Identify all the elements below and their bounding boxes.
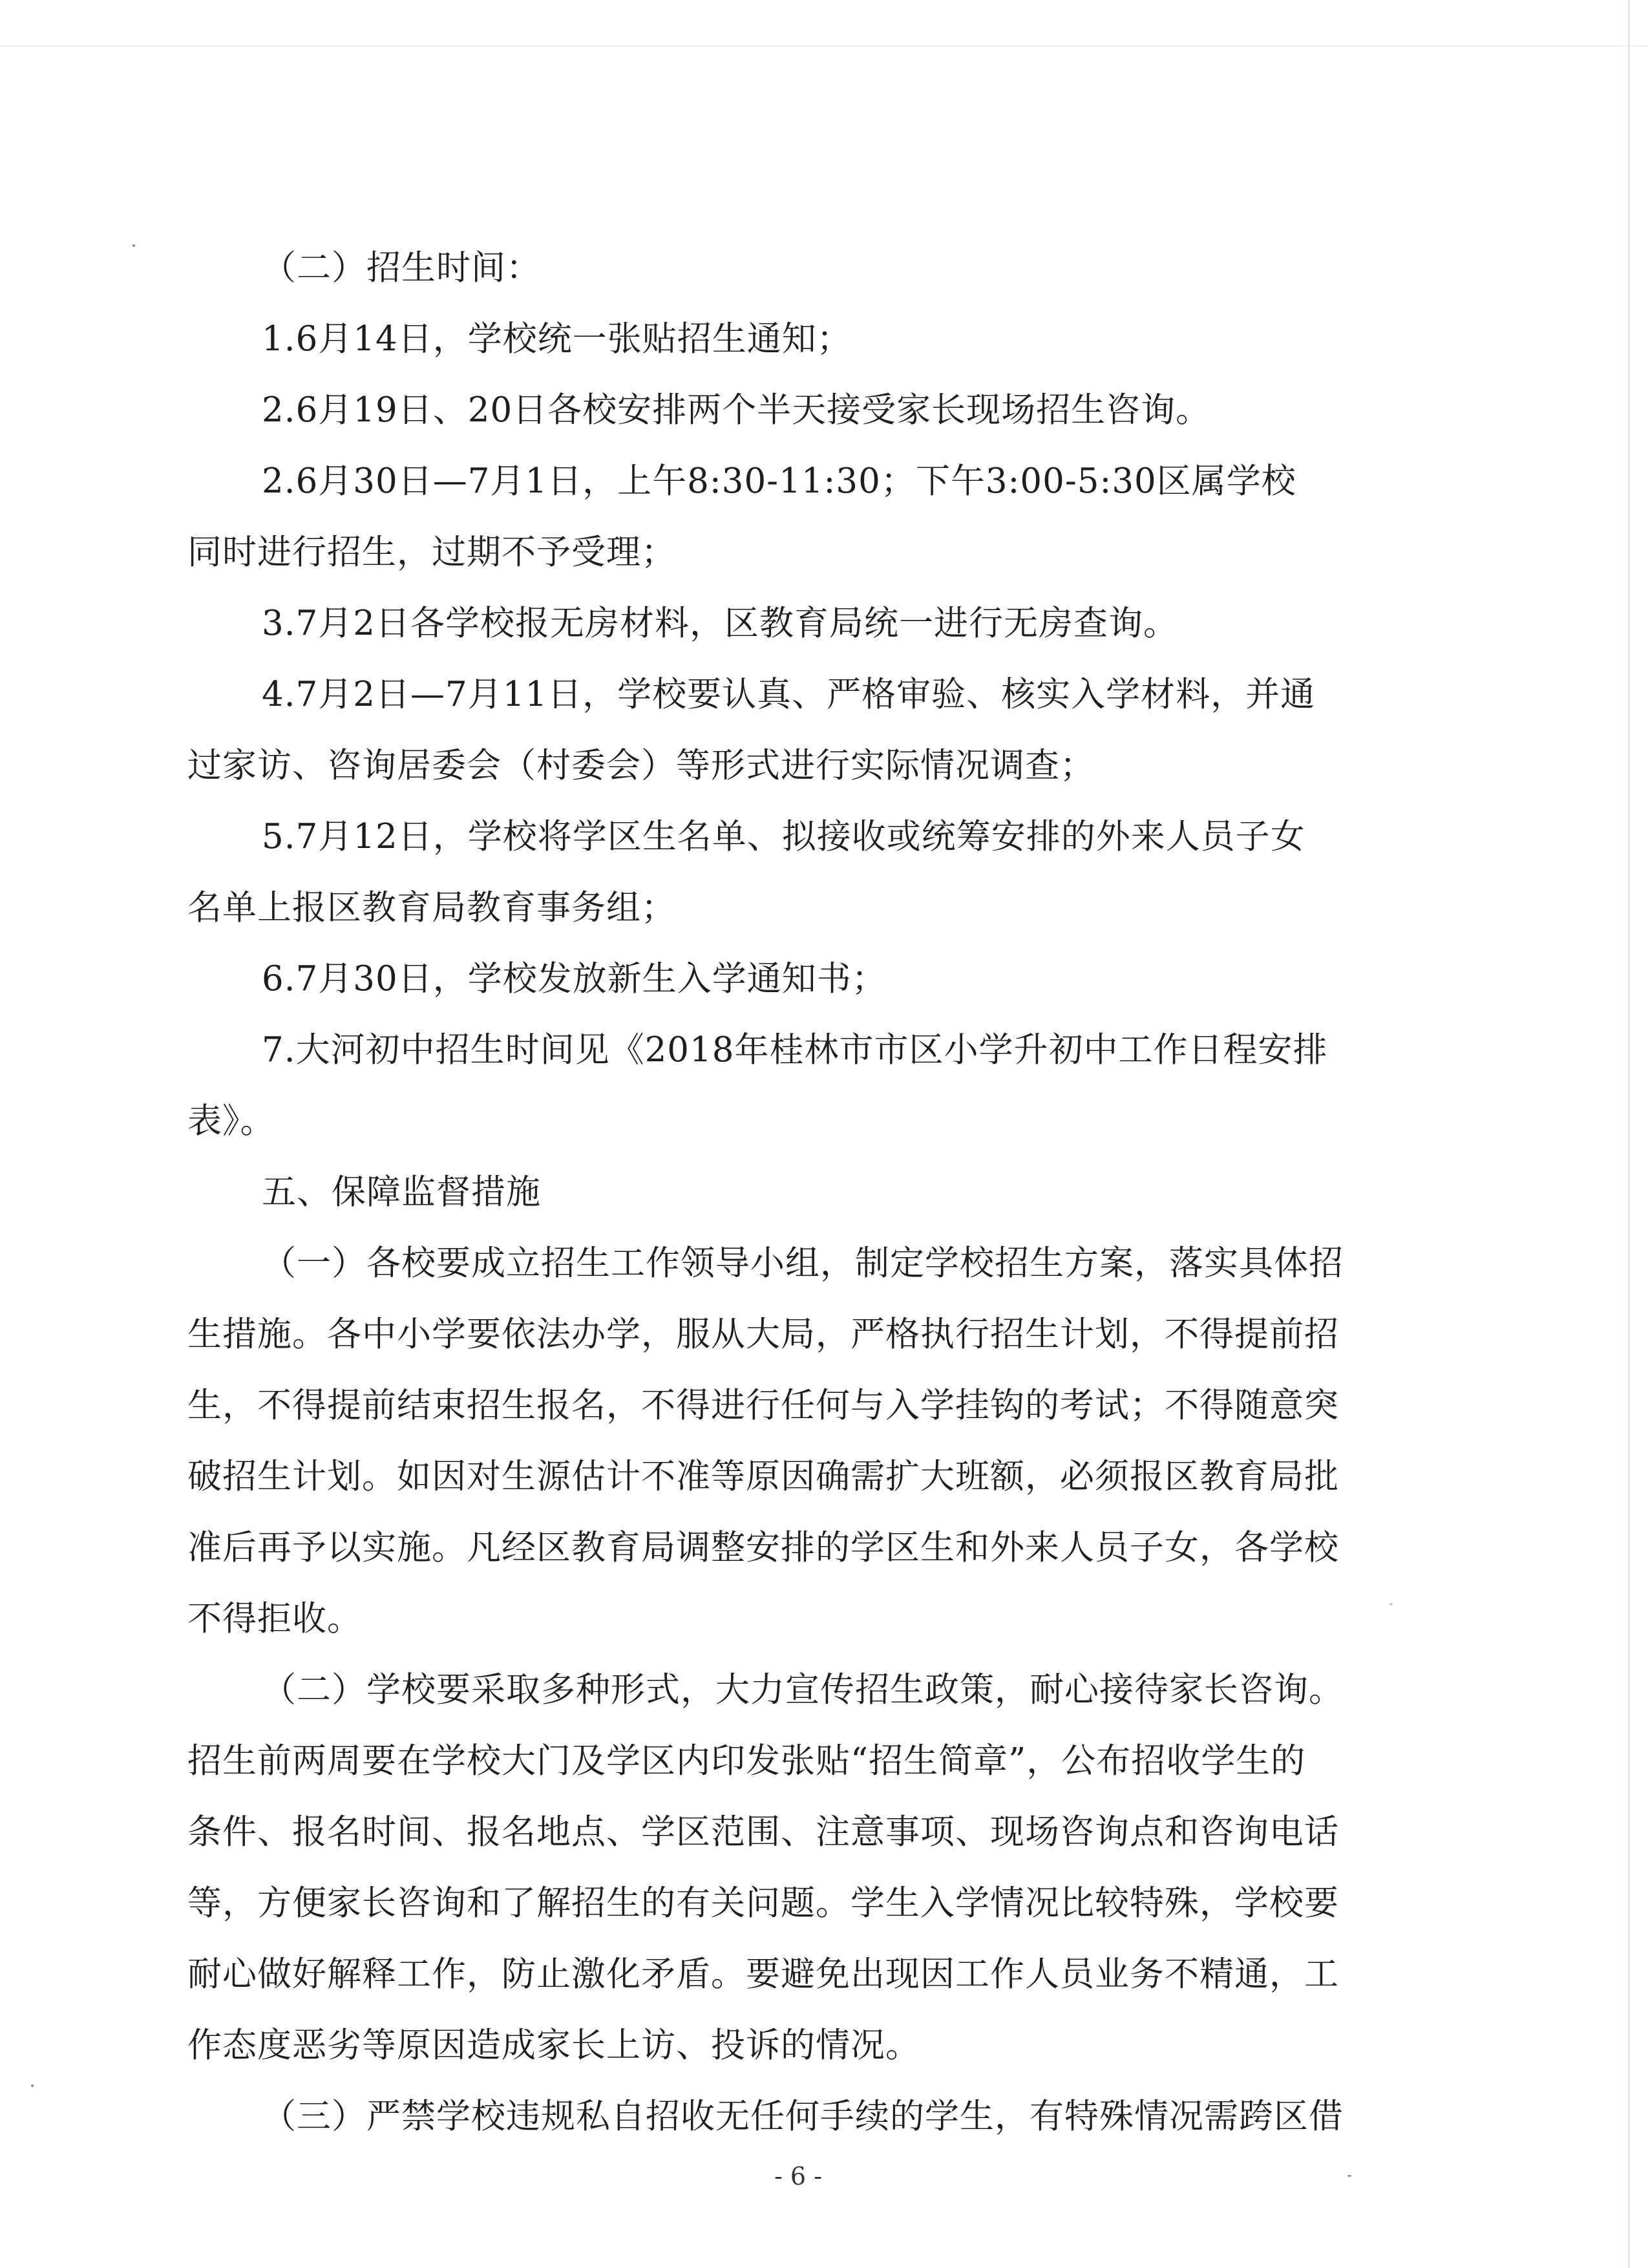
body-line: 耐心做好解释工作，防止激化矛盾。要避免出现因工作人员业务不精通，工 — [187, 1955, 1339, 1994]
body-line: 作态度恶劣等原因造成家长上访、投诉的情况。 — [187, 2026, 920, 2065]
scan-speck — [1389, 1603, 1393, 1606]
body-line: 1.6月14日，学校统一张贴招生通知； — [262, 319, 852, 359]
body-line: 不得拒收。 — [187, 1599, 362, 1638]
body-line: 4.7月2日—7月11日，学校要认真、严格审验、核实入学材料，并通 — [262, 675, 1316, 714]
scan-edge-top — [0, 45, 1648, 47]
scan-speck — [31, 2084, 34, 2087]
body-line: 7.大河初中招生时间见《2018年桂林市市区小学升初中工作日程安排 — [262, 1030, 1328, 1070]
section-heading-enrollment-time: （二）招生时间： — [262, 248, 541, 288]
section-heading-safeguards: 五、保障监督措施 — [262, 1172, 541, 1212]
body-line: 表》。 — [187, 1101, 275, 1141]
body-line: 5.7月12日，学校将学区生名单、拟接收或统筹安排的外来人员子女 — [262, 817, 1305, 856]
body-line: 准后再予以实施。凡经区教育局调整安排的学区生和外来人员子女，各学校 — [187, 1528, 1339, 1567]
body-line: （二）学校要采取多种形式，大力宣传招生政策，耐心接待家长咨询。 — [262, 1670, 1344, 1710]
body-line: 招生前两周要在学校大门及学区内印发张贴“招生简章”，公布招收学生的 — [187, 1741, 1306, 1781]
body-line: 破招生计划。如因对生源估计不准等原因确需扩大班额，必须报区教育局批 — [187, 1457, 1339, 1496]
body-line: 生，不得提前结束招生报名，不得进行任何与入学挂钩的考试；不得随意突 — [187, 1386, 1339, 1425]
body-line: （一）各校要成立招生工作领导小组，制定学校招生方案，落实具体招 — [262, 1244, 1344, 1283]
page-number: - 6 - — [774, 2162, 822, 2190]
body-line: 6.7月30日，学校发放新生入学通知书； — [262, 959, 887, 999]
body-line: 2.6月30日—7月1日，上午8:30-11:30；下午3:00-5:30区属学校 — [262, 461, 1296, 501]
body-line: 3.7月2日各学校报无房材料，区教育局统一进行无房查询。 — [262, 604, 1179, 643]
scan-speck — [132, 244, 135, 247]
body-line: （三）严禁学校违规私自招收无任何手续的学生，有特殊情况需跨区借 — [262, 2097, 1344, 2136]
body-line: 过家访、咨询居委会（村委会）等形式进行实际情况调查； — [187, 746, 1095, 785]
body-line: 2.6月19日、20日各校安排两个半天接受家长现场招生咨询。 — [262, 390, 1211, 430]
body-line: 条件、报名时间、报名地点、学区范围、注意事项、现场咨询点和咨询电话 — [187, 1812, 1339, 1852]
body-line: 生措施。各中小学要依法办学，服从大局，严格执行招生计划，不得提前招 — [187, 1315, 1339, 1354]
scan-edge-right — [1628, 0, 1630, 2268]
body-line: 等，方便家长咨询和了解招生的有关问题。学生入学情况比较特殊，学校要 — [187, 1883, 1339, 1923]
body-line: 名单上报区教育局教育事务组； — [187, 888, 676, 927]
scan-speck — [1347, 2175, 1351, 2177]
body-line: 同时进行招生，过期不予受理； — [187, 533, 676, 572]
